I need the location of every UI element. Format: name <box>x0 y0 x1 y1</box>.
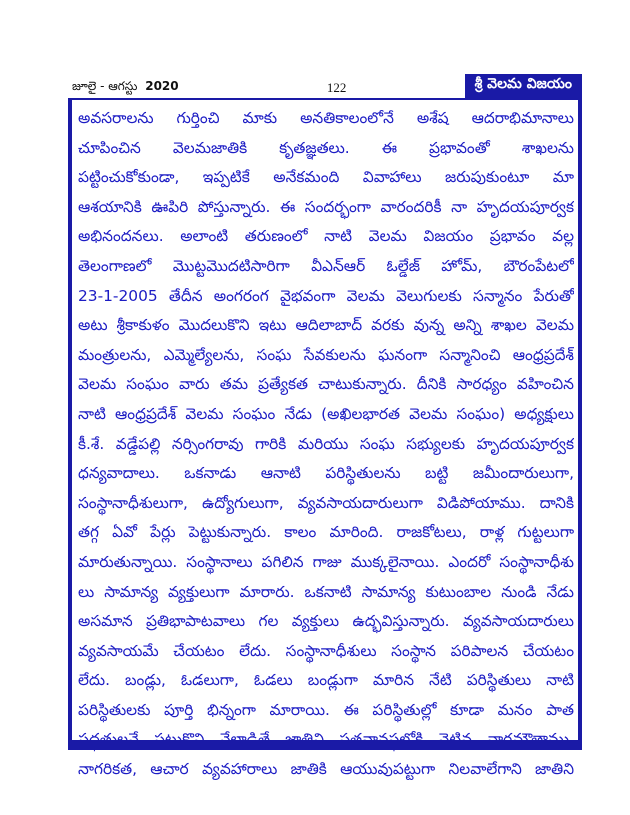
article-line: 23-1-2005 తేదీన అంగరంగ వైభవంగా వెలమ వెలుగులకు సన్మానం పేరుతో <box>78 286 574 305</box>
article-line: చూపించిన వెలమజాతికి కృతజ్ఞతలు. ఈ ప్రభావంతో శాఖలను <box>78 138 574 157</box>
article-line: పట్టించుకోకుండా, ఇప్పటికే అనేకమంది వివాహాలు జరుపుకుంటూ మా <box>78 168 574 187</box>
article-line: అభినందనలు. అలాంటి తరుణంలో నాటి వెలమ విజయం ప్రభావం వల్ల <box>78 227 574 246</box>
article-line: అసమాన ప్రతిభాపాటవాలు గల వ్యక్తులు ఉద్భవిస్తున్నారు. వ్యవసాయదారులు <box>78 612 574 631</box>
article-line: మారుతున్నాయి. సంస్థానాలు పగిలిన గాజు ముక్కలైనాయి. ఎందరో సంస్థానాధీశు <box>78 552 574 571</box>
article-line: లు సామాన్య వ్యక్తులుగా మారారు. ఒకనాటి సామాన్య కుటుంబాల నుండి నేడు <box>78 582 574 601</box>
article-body <box>78 104 574 785</box>
article-line: ధన్యవాదాలు. ఒకనాడు ఆనాటి పరిస్థితులను బట్టి జమీందారులుగా, <box>78 464 574 483</box>
article-line: తెలంగాణలో మొట్టమొదటిసారిగా వీఎన్ఆర్ ఓల్డేజ్ హోమ్, బౌరంపేటలో <box>78 256 574 275</box>
issue-info <box>68 79 179 98</box>
article-line: నాటి ఆంధ్రప్రదేశ్ వెలమ సంఘం నేడు (అఖిలభారత వెలమ సంఘం) అధ్యక్షులు <box>78 404 574 423</box>
article-line: సంస్థానాధీశులుగా, ఉద్యోగులుగా, వ్యవసాయదారులుగా విడిపోయాము. దానికి <box>78 493 574 512</box>
article-line: మంత్రులను, ఎమ్మెల్యేలను, సంఘ సేవకులను ఘనంగా సన్మానించి ఆంధ్రప్రదేశ్ <box>78 345 574 364</box>
article-line: తగ్గ ఏవో పేర్లు పెట్టుకున్నారు. కాలం మారింది. రాజకోటలు, రాళ్ల గుట్టలుగా <box>78 523 574 542</box>
magazine-title: శ్రీ వెలమ విజయం <box>465 74 582 98</box>
article-line: ఆశయానికి ఊపిరి పోస్తున్నారు. ఈ సందర్భంగా వారందరికీ నా హృదయపూర్వక <box>78 197 574 216</box>
page-number: 122 <box>326 80 347 95</box>
article-line: అటు శ్రీకాకుళం మొదలుకొని ఇటు ఆదిలాబాద్ వరకు వున్న అన్ని శాఖల వెలమ <box>78 316 574 335</box>
article-line: అవసరాలను గుర్తించి మాకు అనతికాలంలోనే అశేష ఆదరాభిమానాలు <box>78 109 574 127</box>
issue-year: 2020 <box>145 79 179 93</box>
article-line: పరిస్థితులకు పూర్తి భిన్నంగా మారాయి. ఈ పరిస్థితుల్లో కూడా మనం పాత <box>78 700 574 719</box>
page-header <box>68 76 582 100</box>
bottom-bar <box>68 740 582 750</box>
issue-months: జూలై - ఆగస్టు <box>72 79 138 93</box>
article-line: నాగరికత, ఆచార వ్యవహారాలు జాతికి ఆయువుపట్టుగా నిలవాలేగాని జాతిని <box>78 760 574 779</box>
article-line: కీ.శే. వడ్డేపల్లి నర్సింగరావు గారికి మరియు సంఘ సభ్యులకు హృదయపూర్వక <box>78 434 574 453</box>
article-line: వ్యవసాయమే చేయటం లేదు. సంస్థానాధీశులు సంస్థాన పరిపాలన చేయటం <box>78 641 574 660</box>
article-line: వెలమ సంఘం వారు తమ ప్రత్యేకత చాటుకున్నారు. దీనికి సారధ్యం వహించిన <box>78 375 574 394</box>
article-line: లేదు. బండ్లు, ఓడలుగా, ఓడలు బండ్లుగా మారిన నేటి పరిస్థితులు నాటి <box>78 671 574 690</box>
